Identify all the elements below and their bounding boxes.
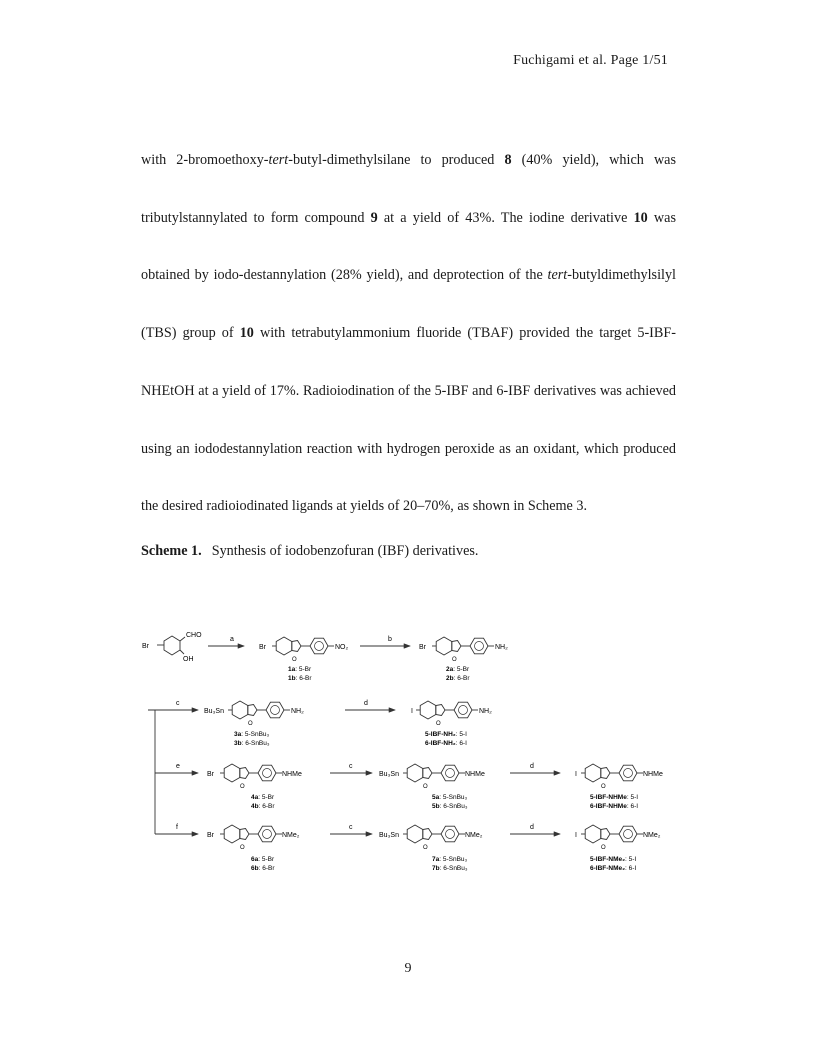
right-substituent: NHMe bbox=[643, 771, 663, 778]
label-bold: 1a bbox=[288, 666, 296, 673]
label-text: : 6-I bbox=[625, 865, 637, 872]
compound-label bbox=[590, 865, 636, 872]
paragraph-text bbox=[141, 132, 676, 536]
page-number: 9 bbox=[404, 961, 412, 976]
label-text: : 6-Br bbox=[453, 675, 470, 682]
text-run: -butyl-dimethylsilane to produced bbox=[288, 152, 505, 168]
compound-label bbox=[590, 856, 636, 863]
compound-label bbox=[432, 856, 468, 863]
label-bold: 6-IBF-NH₂ bbox=[425, 740, 456, 747]
label-text: : 5-I bbox=[626, 794, 639, 801]
compound-6 bbox=[207, 825, 300, 872]
label-bold: 6b bbox=[251, 865, 259, 872]
compound-label bbox=[446, 675, 470, 682]
left-substituent: Bu₃Sn bbox=[379, 771, 399, 778]
italic-run: tert bbox=[268, 152, 289, 168]
compound-label bbox=[590, 803, 638, 810]
text-run: (40% yield), which was tributylstannylated to form compound bbox=[141, 152, 677, 226]
step-d-label: d bbox=[364, 700, 368, 707]
ring-oxygen: O bbox=[601, 845, 606, 851]
left-substituent: Br bbox=[207, 771, 214, 778]
compound-5-ibf-nhme bbox=[575, 764, 663, 810]
ring-oxygen: O bbox=[240, 784, 245, 790]
right-substituent: NMe₂ bbox=[643, 832, 661, 839]
compound-4 bbox=[207, 764, 302, 810]
text-run: with 2-bromoethoxy- bbox=[141, 152, 269, 168]
label-text: : 6-Br bbox=[258, 865, 275, 872]
step-f-label: f bbox=[176, 824, 178, 831]
label-bold: 5a bbox=[432, 794, 440, 801]
compound-label bbox=[590, 794, 638, 801]
compound-label bbox=[251, 803, 275, 810]
compound-5 bbox=[379, 764, 485, 810]
label-bold: 1b bbox=[288, 675, 296, 682]
ring-oxygen: O bbox=[423, 784, 428, 790]
label-bold: 5-IBF-NHMe bbox=[590, 794, 627, 801]
compound-label bbox=[234, 740, 270, 747]
compound-1 bbox=[259, 637, 349, 682]
left-substituent: Br bbox=[419, 644, 426, 651]
right-substituent: NH₂ bbox=[291, 708, 304, 715]
label-bold: 3a bbox=[234, 731, 242, 738]
left-substituent: Br bbox=[207, 832, 214, 839]
scheme-label: Scheme 1. bbox=[141, 543, 202, 559]
scheme-title: Synthesis of iodobenzofuran (IBF) derivatives. bbox=[211, 543, 479, 559]
label-bold: 5-IBF-NH₂ bbox=[425, 731, 456, 738]
label-text: : 5-Br bbox=[453, 666, 470, 673]
label-bold: 5b bbox=[432, 803, 440, 810]
step-e-label: e bbox=[176, 763, 180, 770]
label-bold: 6-IBF-NMe₂ bbox=[590, 865, 626, 872]
right-substituent: NO₂ bbox=[335, 644, 349, 651]
label-bold: 4b bbox=[251, 803, 259, 810]
reaction-scheme-figure bbox=[0, 600, 816, 900]
compound-label bbox=[432, 803, 468, 810]
text-run: with tetrabutylammonium fluoride (TBAF) provided the target 5-IBF-NHEtOH at a yield of 17%. Radioiodination of the 5-IBF and 6-IBF derivatives was achieved using an iododestannylation reaction with hydrogen peroxide as an oxidant, which produced the desired radioiodinated ligands at yields of 20–70%, as shown in Scheme 3. bbox=[141, 325, 676, 515]
hydroxyl-label: OH bbox=[183, 656, 194, 663]
step-c-label: c bbox=[349, 824, 353, 831]
ring-oxygen: O bbox=[240, 845, 245, 851]
compound-label bbox=[425, 731, 467, 738]
compound-label bbox=[251, 794, 275, 801]
ring-oxygen: O bbox=[452, 657, 457, 663]
label-bold: 3b bbox=[234, 740, 242, 747]
compound-label bbox=[288, 666, 312, 673]
left-substituent: Br bbox=[259, 644, 266, 651]
right-substituent: NH₂ bbox=[495, 644, 508, 651]
label-text: : 5-SnBu₃ bbox=[241, 731, 270, 738]
left-substituent: I bbox=[575, 832, 577, 839]
running-header: Fuchigami et al. Page 1/51 bbox=[513, 53, 668, 68]
compound-label bbox=[251, 865, 275, 872]
reaction-scheme bbox=[0, 600, 816, 900]
label-text: : 5-SnBu₃ bbox=[439, 794, 468, 801]
ring-oxygen: O bbox=[423, 845, 428, 851]
label-text: : 5-Br bbox=[258, 856, 275, 863]
label-text: : 6-Br bbox=[295, 675, 312, 682]
text-run: at a yield of 43%. The iodine derivative bbox=[377, 209, 634, 226]
compound-number: 8 bbox=[504, 152, 512, 168]
label-bold: 7a bbox=[432, 856, 440, 863]
right-substituent: NHMe bbox=[282, 771, 302, 778]
left-substituent: I bbox=[411, 708, 413, 715]
step-a-label: a bbox=[230, 636, 234, 643]
right-substituent: NMe₂ bbox=[282, 832, 300, 839]
compound-label bbox=[432, 794, 468, 801]
compound-number: 9 bbox=[370, 209, 378, 226]
label-bold: 2b bbox=[446, 675, 454, 682]
label-text: : 6-I bbox=[455, 740, 467, 747]
ring-oxygen: O bbox=[292, 657, 297, 663]
label-text: : 5-SnBu₃ bbox=[439, 856, 468, 863]
label-bold: 7b bbox=[432, 865, 440, 872]
label-text: : 6-Br bbox=[258, 803, 275, 810]
compound-5-ibf-nh2 bbox=[411, 701, 492, 747]
label-bold: 4a bbox=[251, 794, 259, 801]
compound-label bbox=[432, 865, 468, 872]
compound-5-ibf-nme2 bbox=[575, 825, 661, 872]
step-d-label: d bbox=[530, 763, 534, 770]
step-c-label: c bbox=[349, 763, 353, 770]
step-b-label: b bbox=[388, 636, 392, 643]
label-text: : 6-SnBu₃ bbox=[439, 865, 468, 872]
label-bold: 5-IBF-NMe₂ bbox=[590, 856, 626, 863]
ring-oxygen: O bbox=[248, 721, 253, 727]
label-text: : 6-SnBu₃ bbox=[241, 740, 270, 747]
text-run: was obtained by iodo-destannylation (28% yield), and deprotection of the bbox=[141, 209, 676, 284]
label-text: : 5-Br bbox=[295, 666, 312, 673]
right-substituent: NH₂ bbox=[479, 708, 492, 715]
label-bold: 6a bbox=[251, 856, 259, 863]
step-c-label: c bbox=[176, 700, 180, 707]
ring-oxygen: O bbox=[436, 721, 441, 727]
text-run: -butyldimethylsilyl (TBS) group of bbox=[141, 267, 676, 342]
label-text: : 5-I bbox=[455, 731, 467, 738]
starting-material bbox=[142, 632, 202, 663]
label-bold: 2a bbox=[446, 666, 454, 673]
aldehyde-label: CHO bbox=[186, 632, 202, 639]
body-paragraph bbox=[141, 132, 676, 536]
left-substituent: Bu₃Sn bbox=[204, 708, 224, 715]
compound-label bbox=[234, 731, 270, 738]
compound-number: 10 bbox=[633, 209, 648, 226]
compound-label bbox=[251, 856, 275, 863]
compound-label bbox=[446, 666, 470, 673]
label-text: : 5-Br bbox=[258, 794, 275, 801]
right-substituent: NMe₂ bbox=[465, 832, 483, 839]
step-d-label: d bbox=[530, 824, 534, 831]
ring-oxygen: O bbox=[601, 784, 606, 790]
compound-3 bbox=[204, 701, 304, 747]
left-substituent: I bbox=[575, 771, 577, 778]
compound-number: 10 bbox=[239, 325, 254, 342]
italic-run: tert bbox=[547, 267, 568, 284]
label-bold: 6-IBF-NHMe bbox=[590, 803, 627, 810]
bromo-label: Br bbox=[142, 643, 149, 650]
label-text: : 6-SnBu₃ bbox=[439, 803, 468, 810]
compound-label bbox=[288, 675, 312, 682]
left-substituent: Bu₃Sn bbox=[379, 832, 399, 839]
label-text: : 5-I bbox=[625, 856, 637, 863]
compound-label bbox=[425, 740, 467, 747]
compound-7 bbox=[379, 825, 483, 872]
compound-2 bbox=[419, 637, 508, 682]
right-substituent: NHMe bbox=[465, 771, 485, 778]
label-text: : 6-I bbox=[626, 803, 639, 810]
scheme-caption bbox=[141, 543, 478, 560]
